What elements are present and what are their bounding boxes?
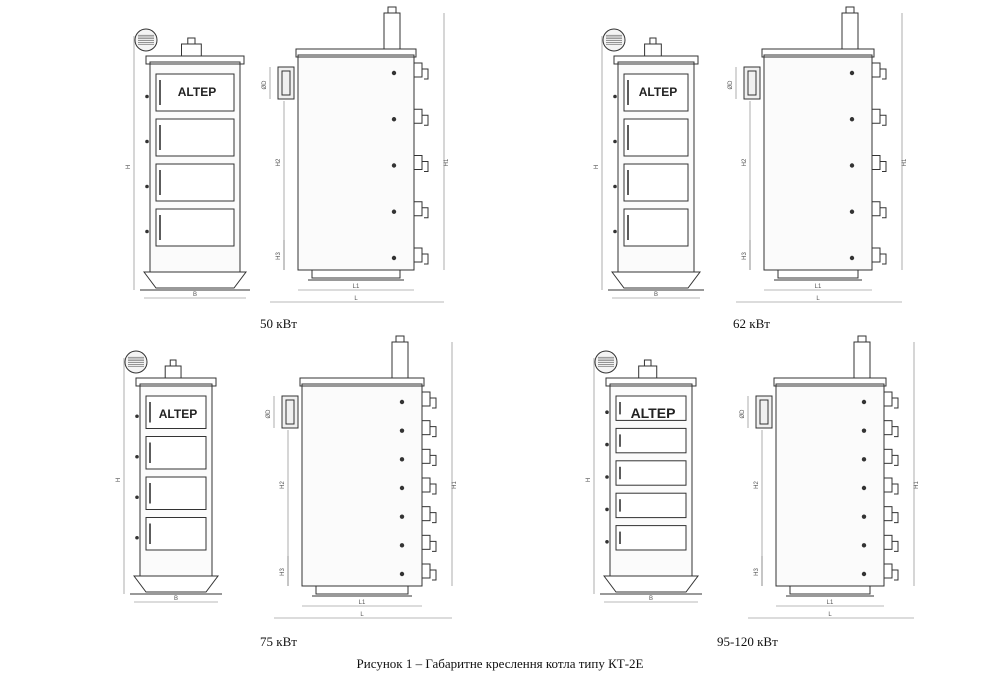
hinge	[884, 507, 892, 521]
sensor-port-icon	[392, 117, 396, 121]
door-latch	[422, 208, 428, 218]
sensor-port-icon	[400, 428, 404, 432]
door-latch	[892, 398, 898, 408]
dim-label-l: L	[360, 612, 364, 618]
sensor-port-icon	[850, 210, 854, 214]
dim-label-d: ØD	[728, 80, 734, 90]
dim-label-h2: H2	[754, 481, 760, 489]
door-latch	[880, 115, 886, 125]
fan-icon	[595, 351, 617, 373]
boiler-side	[302, 384, 422, 586]
side-bolt-icon	[135, 414, 139, 418]
door-latch	[422, 69, 428, 79]
chimney-cap	[846, 7, 854, 13]
sensor-port-icon	[400, 543, 404, 547]
dim-label-h2: H2	[280, 481, 286, 489]
door-panel	[624, 119, 688, 156]
flue-outlet	[278, 67, 294, 99]
front-view-3	[116, 351, 222, 602]
hinge	[422, 421, 430, 435]
top-valve	[170, 360, 176, 366]
front-view-4	[586, 351, 702, 602]
side-bolt-icon	[135, 455, 139, 459]
hinge	[884, 564, 892, 578]
sensor-port-icon	[392, 71, 396, 75]
dim-label-b: B	[192, 292, 198, 298]
altep-logo: ALTEP	[630, 405, 676, 421]
hinge	[872, 156, 880, 170]
door-panel	[146, 518, 206, 551]
chimney-cap	[388, 7, 396, 13]
front-view-1	[126, 29, 250, 298]
top-connector	[165, 366, 181, 378]
side-bolt-icon	[605, 443, 609, 447]
sensor-port-icon	[392, 210, 396, 214]
top-valve	[188, 38, 195, 44]
hinge	[422, 392, 430, 406]
dim-label-h1: H1	[902, 158, 908, 167]
dim-label-h1: H1	[914, 481, 920, 489]
flue-outlet	[744, 67, 760, 99]
sensor-port-icon	[862, 543, 866, 547]
dim-label-h: H	[586, 477, 592, 483]
door-panel	[616, 461, 686, 485]
caption-50kw: 50 кВт	[260, 316, 297, 331]
side-view-1	[262, 7, 450, 302]
side-bolt-icon	[145, 185, 149, 189]
dim-label-h: H	[116, 477, 122, 483]
hinge	[884, 449, 892, 463]
dim-label-h3: H3	[276, 252, 282, 260]
dim-label-h2: H2	[276, 158, 282, 167]
dim-label-l1: L1	[814, 284, 822, 290]
hinge	[422, 449, 430, 463]
door-latch	[430, 513, 436, 523]
chimney	[384, 13, 400, 49]
side-bolt-icon	[605, 540, 609, 544]
hinge	[884, 478, 892, 492]
side-bolt-icon	[605, 475, 609, 479]
sensor-port-icon	[862, 400, 866, 404]
boiler-side	[776, 384, 884, 586]
sensor-port-icon	[400, 514, 404, 518]
dim-label-l1: L1	[352, 284, 360, 290]
dim-label-b: B	[653, 292, 659, 298]
top-valve	[650, 38, 656, 44]
hinge	[414, 202, 422, 216]
side-bolt-icon	[145, 95, 149, 99]
door-latch	[430, 541, 436, 551]
door-panel	[156, 209, 234, 246]
dim-label-l1: L1	[358, 600, 366, 606]
side-bolt-icon	[613, 230, 617, 234]
sensor-port-icon	[862, 572, 866, 576]
fan-icon	[135, 29, 157, 51]
chimney	[842, 13, 858, 49]
sensor-port-icon	[862, 486, 866, 490]
door-latch	[880, 208, 886, 218]
door-latch	[880, 69, 886, 79]
chimney	[854, 342, 870, 378]
sensor-port-icon	[400, 572, 404, 576]
hinge	[884, 535, 892, 549]
dim-label-h3: H3	[280, 568, 286, 576]
door-latch	[422, 115, 428, 125]
side-view-4	[740, 336, 920, 618]
hinge	[422, 507, 430, 521]
side-bolt-icon	[135, 536, 139, 540]
boiler-side	[764, 55, 872, 270]
dim-label-l1: L1	[826, 600, 834, 606]
door-latch	[892, 427, 898, 437]
chimney	[392, 342, 408, 378]
sensor-port-icon	[850, 256, 854, 260]
door-panel	[624, 164, 688, 201]
door-latch	[430, 455, 436, 465]
door-latch	[880, 162, 886, 172]
ash-tray	[312, 270, 400, 278]
ash-tray	[790, 586, 870, 594]
hinge	[422, 535, 430, 549]
door-panel	[624, 209, 688, 246]
chimney-cap	[396, 336, 404, 342]
ash-tray	[778, 270, 858, 278]
door-panel	[146, 437, 206, 470]
top-connector	[639, 366, 657, 378]
hinge	[414, 63, 422, 77]
sensor-port-icon	[850, 71, 854, 75]
side-bolt-icon	[145, 230, 149, 234]
side-view-3	[266, 336, 458, 618]
dim-label-h: H	[594, 164, 600, 170]
door-panel	[616, 428, 686, 452]
sensor-port-icon	[862, 457, 866, 461]
door-latch	[430, 484, 436, 494]
dim-label-l: L	[816, 296, 820, 302]
door-latch	[430, 570, 436, 580]
side-bolt-icon	[605, 508, 609, 512]
chimney-cap	[858, 336, 866, 342]
door-latch	[892, 513, 898, 523]
fan-icon	[603, 29, 625, 51]
door-latch	[892, 570, 898, 580]
sensor-port-icon	[862, 514, 866, 518]
side-view-2	[728, 7, 908, 302]
hinge	[414, 109, 422, 123]
door-latch	[892, 484, 898, 494]
caption-95-120kw: 95-120 кВт	[717, 634, 778, 649]
front-view-2	[594, 29, 704, 298]
dim-label-b: B	[648, 596, 654, 602]
dim-label-d: ØD	[266, 409, 272, 419]
dim-label-h1: H1	[444, 158, 450, 167]
dim-label-h2: H2	[742, 158, 748, 167]
top-connector	[182, 44, 202, 56]
fan-icon	[125, 351, 147, 373]
door-panel	[156, 119, 234, 156]
boiler-side	[298, 55, 414, 270]
stand	[604, 576, 698, 592]
caption-75kw: 75 кВт	[260, 634, 297, 649]
stand	[134, 576, 218, 592]
door-latch	[422, 254, 428, 264]
side-bolt-icon	[605, 410, 609, 414]
figure-caption: Рисунок 1 – Габаритне креслення котла типу КТ-2Е	[356, 656, 644, 671]
dim-label-d: ØD	[262, 80, 268, 90]
side-bolt-icon	[145, 140, 149, 144]
door-panel	[616, 493, 686, 517]
hinge	[422, 478, 430, 492]
side-bolt-icon	[135, 495, 139, 499]
door-latch	[430, 427, 436, 437]
hinge	[414, 248, 422, 262]
sensor-port-icon	[392, 163, 396, 167]
dim-label-h1: H1	[452, 481, 458, 489]
hinge	[884, 392, 892, 406]
hinge	[872, 248, 880, 262]
dim-label-h3: H3	[754, 568, 760, 576]
altep-logo: ALTEP	[177, 85, 217, 99]
sensor-port-icon	[400, 457, 404, 461]
door-panel	[146, 477, 206, 510]
ash-tray	[316, 586, 408, 594]
sensor-port-icon	[862, 428, 866, 432]
hinge	[872, 202, 880, 216]
door-latch	[892, 541, 898, 551]
dim-label-l: L	[828, 612, 832, 618]
sensor-port-icon	[400, 486, 404, 490]
door-panel	[616, 526, 686, 550]
door-panel	[156, 164, 234, 201]
sensor-port-icon	[850, 163, 854, 167]
top-valve	[644, 360, 651, 366]
door-latch	[892, 455, 898, 465]
dim-label-b: B	[173, 596, 179, 602]
door-latch	[880, 254, 886, 264]
door-latch	[422, 162, 428, 172]
top-connector	[645, 44, 662, 56]
dim-label-h: H	[126, 164, 132, 170]
side-bolt-icon	[613, 95, 617, 99]
hinge	[872, 109, 880, 123]
altep-logo: ALTEP	[158, 407, 198, 421]
dim-label-d: ØD	[740, 409, 746, 419]
dim-label-h3: H3	[742, 252, 748, 260]
flue-outlet	[282, 396, 298, 428]
hinge	[422, 564, 430, 578]
sensor-port-icon	[850, 117, 854, 121]
dim-label-l: L	[354, 296, 358, 302]
stand	[144, 272, 246, 288]
altep-logo: ALTEP	[638, 85, 678, 99]
stand	[612, 272, 700, 288]
side-bolt-icon	[613, 185, 617, 189]
hinge	[872, 63, 880, 77]
caption-62kw: 62 кВт	[733, 316, 770, 331]
hinge	[414, 156, 422, 170]
side-bolt-icon	[613, 140, 617, 144]
flue-outlet	[756, 396, 772, 428]
sensor-port-icon	[392, 256, 396, 260]
sensor-port-icon	[400, 400, 404, 404]
door-latch	[430, 398, 436, 408]
hinge	[884, 421, 892, 435]
